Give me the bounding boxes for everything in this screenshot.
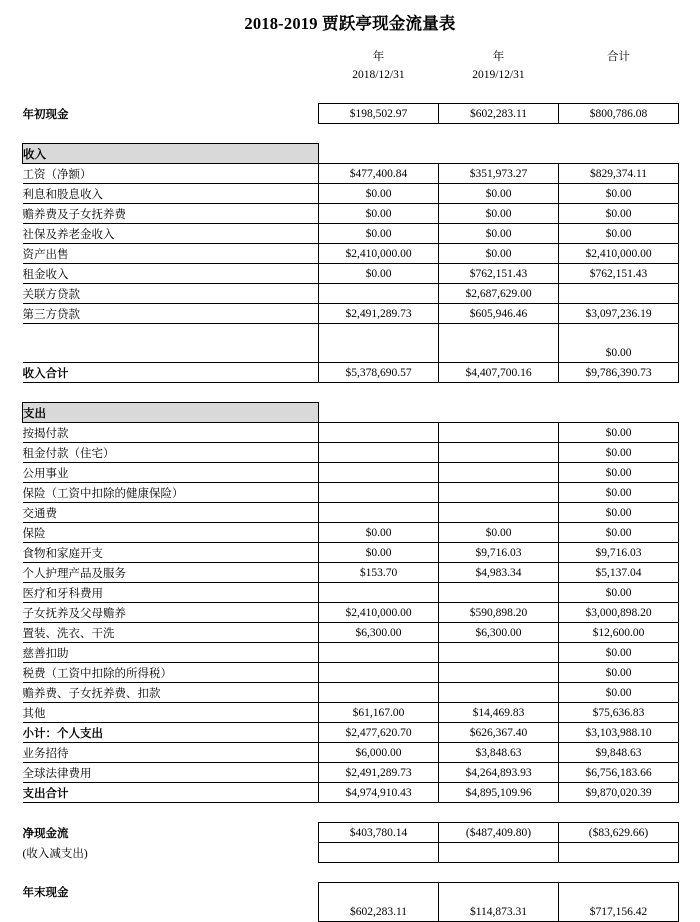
table-row	[23, 224, 679, 244]
net-cash-flow-v1: $403,780.14	[319, 823, 439, 843]
expense-row-label: 公用事业	[23, 463, 319, 483]
expense-row-label: 交通费	[23, 503, 319, 523]
income-row-v2	[439, 324, 559, 344]
income-row-v3: $762,151.43	[559, 264, 679, 284]
closing-cash-v1: $602,283.11	[319, 902, 439, 922]
table-header-years	[23, 46, 679, 65]
income-total-v3: $9,786,390.73	[559, 363, 679, 383]
row-closing-cash-values	[23, 902, 679, 922]
expense-row-v3: $5,137.04	[559, 563, 679, 583]
net-note-pad-1	[319, 843, 439, 863]
income-bar-pad-2	[439, 144, 559, 164]
expense-row-v3: $0.00	[559, 523, 679, 543]
expense-row-v1: $6,300.00	[319, 623, 439, 643]
closing-cash-v2: $114,873.31	[439, 902, 559, 922]
closing-pad-2	[439, 883, 559, 903]
income-row-v2: $605,946.46	[439, 304, 559, 324]
expense-row-v3: $3,000,898.20	[559, 603, 679, 623]
income-row-label: 租金收入	[23, 264, 319, 284]
closing-pad-1	[319, 883, 439, 903]
table-header-dates	[23, 65, 679, 84]
expense-row-v3: $0.00	[559, 423, 679, 443]
expense-row-label: 保险（工资中扣除的健康保险）	[23, 483, 319, 503]
table-row	[23, 643, 679, 663]
net-cash-flow-v3: ($83,629.66)	[559, 823, 679, 843]
income-row-label: 利息和股息收入	[23, 184, 319, 204]
section-header-income	[23, 144, 679, 164]
expense-bar-pad-2	[439, 403, 559, 423]
table-row	[23, 423, 679, 443]
income-row-v3: $0.00	[559, 184, 679, 204]
table-row	[23, 703, 679, 723]
header-year-2: 年	[492, 50, 505, 63]
expense-total-v3: $9,870,020.39	[559, 783, 679, 803]
net-note-pad-2	[439, 843, 559, 863]
income-row-label: 社保及养老金收入	[23, 224, 319, 244]
table-row	[23, 304, 679, 324]
income-row-v3: $2,410,000.00	[559, 244, 679, 264]
header-label-empty	[23, 46, 319, 65]
income-row-v1: $0.00	[319, 204, 439, 224]
income-row-label: 关联方贷款	[23, 284, 319, 304]
income-section-title: 收入	[23, 144, 319, 164]
expense-section-title: 支出	[23, 403, 319, 423]
income-row-v3	[559, 324, 679, 344]
income-row-v1	[319, 324, 439, 344]
income-row-v1: $2,491,289.73	[319, 304, 439, 324]
table-row	[23, 563, 679, 583]
section-header-expense	[23, 403, 679, 423]
expense-row-v2: $4,264,893.93	[439, 763, 559, 783]
expense-row-v1: $6,000.00	[319, 743, 439, 763]
table-row	[23, 264, 679, 284]
header-sublabel-empty	[23, 65, 319, 84]
expense-row-v3: $0.00	[559, 503, 679, 523]
personal-subtotal-v1: $2,477,620.70	[319, 723, 439, 743]
expense-row-label: 食物和家庭开支	[23, 543, 319, 563]
income-row-v3: $3,097,236.19	[559, 304, 679, 324]
expense-bar-pad-3	[559, 403, 679, 423]
income-row-label: 资产出售	[23, 244, 319, 264]
row-closing-cash-label	[23, 883, 679, 903]
expense-row-v3: $0.00	[559, 683, 679, 703]
row-opening-cash	[23, 104, 679, 124]
income-row-v1	[319, 343, 439, 363]
table-row	[23, 623, 679, 643]
page-title: 2018-2019 贾跃亭现金流量表	[244, 14, 456, 33]
expense-row-v2: $0.00	[439, 523, 559, 543]
expense-row-v1: $153.70	[319, 563, 439, 583]
income-total-v2: $4,407,700.16	[439, 363, 559, 383]
table-row	[23, 543, 679, 563]
cash-flow-table	[22, 46, 679, 922]
net-note-pad-3	[559, 843, 679, 863]
expense-row-v1: $0.00	[319, 523, 439, 543]
table-row-total-expense	[23, 783, 679, 803]
expense-row-v1	[319, 683, 439, 703]
income-row-v3: $0.00	[559, 204, 679, 224]
net-cash-flow-v2: ($487,409.80)	[439, 823, 559, 843]
expense-row-v3: $75,636.83	[559, 703, 679, 723]
expense-total-v1: $4,974,910.43	[319, 783, 439, 803]
expense-row-label: 个人护理产品及服务	[23, 563, 319, 583]
expense-total-v2: $4,895,109.96	[439, 783, 559, 803]
expense-row-v3: $9,716.03	[559, 543, 679, 563]
expense-row-v2	[439, 683, 559, 703]
row-net-cash-flow-note	[23, 843, 679, 863]
closing-cash-label-empty	[23, 902, 319, 922]
table-row	[23, 443, 679, 463]
table-row	[23, 463, 679, 483]
income-row-v1: $2,410,000.00	[319, 244, 439, 264]
expense-row-v2: $3,848.63	[439, 743, 559, 763]
expense-row-v1: $2,410,000.00	[319, 603, 439, 623]
expense-row-label: 保险	[23, 523, 319, 543]
expense-row-v2	[439, 663, 559, 683]
expense-row-v3: $0.00	[559, 463, 679, 483]
personal-subtotal-v3: $3,103,988.10	[559, 723, 679, 743]
income-row-v3	[559, 284, 679, 304]
expense-row-label: 置装、洗衣、干洗	[23, 623, 319, 643]
income-row-v1: $0.00	[319, 264, 439, 284]
expense-row-v1	[319, 483, 439, 503]
table-row	[23, 343, 679, 363]
income-total-v1: $5,378,690.57	[319, 363, 439, 383]
expense-row-v2	[439, 583, 559, 603]
header-date-total	[559, 65, 679, 84]
income-total-label: 收入合计	[23, 363, 319, 383]
income-row-v2	[439, 343, 559, 363]
spacer	[23, 383, 679, 403]
expense-row-label: 租金付款（住宅）	[23, 443, 319, 463]
expense-row-v2: $6,300.00	[439, 623, 559, 643]
income-row-v3: $0.00	[559, 224, 679, 244]
income-row-v2: $0.00	[439, 204, 559, 224]
personal-subtotal-v2: $626,367.40	[439, 723, 559, 743]
income-row-label	[23, 343, 319, 363]
expense-row-v1	[319, 443, 439, 463]
expense-row-v2: $4,983.34	[439, 563, 559, 583]
expense-row-v3: $6,756,183.66	[559, 763, 679, 783]
header-total: 合计	[607, 50, 630, 63]
expense-row-label: 业务招待	[23, 743, 319, 763]
income-bar-pad-1	[319, 144, 439, 164]
expense-row-v2: $590,898.20	[439, 603, 559, 623]
income-row-v1	[319, 284, 439, 304]
income-row-v2: $762,151.43	[439, 264, 559, 284]
table-row	[23, 244, 679, 264]
expense-row-v2	[439, 463, 559, 483]
expense-row-v2: $9,716.03	[439, 543, 559, 563]
opening-cash-label: 年初现金	[22, 108, 69, 121]
opening-cash-v2: $602,283.11	[439, 104, 559, 124]
expense-row-v1	[319, 503, 439, 523]
expense-row-v2	[439, 643, 559, 663]
income-bar-pad-3	[559, 144, 679, 164]
header-date-2: 2019/12/31	[472, 68, 525, 81]
table-row	[23, 164, 679, 184]
header-date-1: 2018/12/31	[352, 68, 405, 81]
income-row-label: 工资（净额）	[23, 164, 319, 184]
table-row	[23, 683, 679, 703]
expense-row-label: 税费（工资中扣除的所得税）	[23, 663, 319, 683]
expense-row-label: 其他	[23, 703, 319, 723]
net-cash-flow-note: (收入减支出)	[22, 847, 88, 860]
expense-row-v3: $12,600.00	[559, 623, 679, 643]
expense-row-label: 慈善扣助	[23, 643, 319, 663]
closing-cash-v3: $717,156.42	[559, 902, 679, 922]
expense-row-v1	[319, 643, 439, 663]
table-row	[23, 763, 679, 783]
table-row	[23, 483, 679, 503]
table-row	[23, 523, 679, 543]
row-net-cash-flow	[23, 823, 679, 843]
spacer	[23, 124, 679, 144]
income-row-v2: $0.00	[439, 224, 559, 244]
expense-row-v3: $0.00	[559, 443, 679, 463]
table-row	[23, 284, 679, 304]
expense-row-v3: $0.00	[559, 663, 679, 683]
opening-cash-v1: $198,502.97	[319, 104, 439, 124]
income-row-label	[23, 324, 319, 344]
income-row-label: 赡养费及子女抚养费	[23, 204, 319, 224]
opening-cash-v3: $800,786.08	[559, 104, 679, 124]
table-row	[23, 743, 679, 763]
expense-row-v2	[439, 483, 559, 503]
spacer	[23, 84, 679, 104]
expense-row-v1: $2,491,289.73	[319, 763, 439, 783]
expense-bar-pad-1	[319, 403, 439, 423]
table-row	[23, 324, 679, 344]
income-row-v1: $0.00	[319, 224, 439, 244]
income-row-v1: $477,400.84	[319, 164, 439, 184]
table-row	[23, 204, 679, 224]
expense-row-v3: $9,848.63	[559, 743, 679, 763]
expense-row-v1	[319, 583, 439, 603]
income-row-v2: $0.00	[439, 184, 559, 204]
table-row	[23, 603, 679, 623]
income-row-v3: $829,374.11	[559, 164, 679, 184]
header-year-1: 年	[372, 50, 385, 63]
expense-row-v1: $61,167.00	[319, 703, 439, 723]
income-row-v1: $0.00	[319, 184, 439, 204]
expense-row-label: 全球法律费用	[23, 763, 319, 783]
table-row	[23, 663, 679, 683]
table-row	[23, 184, 679, 204]
expense-total-label: 支出合计	[23, 783, 319, 803]
spacer	[23, 863, 679, 883]
expense-row-v1: $0.00	[319, 543, 439, 563]
expense-row-v2	[439, 423, 559, 443]
table-row-total-income	[23, 363, 679, 383]
table-row	[23, 503, 679, 523]
expense-row-v2	[439, 503, 559, 523]
expense-row-label: 子女抚养及父母赡养	[23, 603, 319, 623]
closing-pad-3	[559, 883, 679, 903]
spacer	[23, 803, 679, 823]
net-cash-flow-label: 净现金流	[22, 827, 69, 840]
closing-cash-label: 年末现金	[22, 887, 69, 900]
expense-row-v3: $0.00	[559, 643, 679, 663]
expense-row-v3: $0.00	[559, 583, 679, 603]
expense-row-v1	[319, 463, 439, 483]
income-row-v2: $351,973.27	[439, 164, 559, 184]
income-row-v2: $0.00	[439, 244, 559, 264]
income-row-label: 第三方贷款	[23, 304, 319, 324]
expense-row-v2: $14,469.83	[439, 703, 559, 723]
income-row-v3: $0.00	[559, 343, 679, 363]
expense-row-v2	[439, 443, 559, 463]
income-row-v2: $2,687,629.00	[439, 284, 559, 304]
expense-row-label: 按揭付款	[23, 423, 319, 443]
expense-row-v1	[319, 663, 439, 683]
table-row	[23, 583, 679, 603]
personal-subtotal-label: 小计：个人支出	[23, 723, 319, 743]
expense-row-v1	[319, 423, 439, 443]
expense-row-v3: $0.00	[559, 483, 679, 503]
expense-row-label: 医疗和牙科费用	[23, 583, 319, 603]
expense-row-label: 赡养费、子女抚养费、扣款	[23, 683, 319, 703]
table-row-subtotal-personal	[23, 723, 679, 743]
